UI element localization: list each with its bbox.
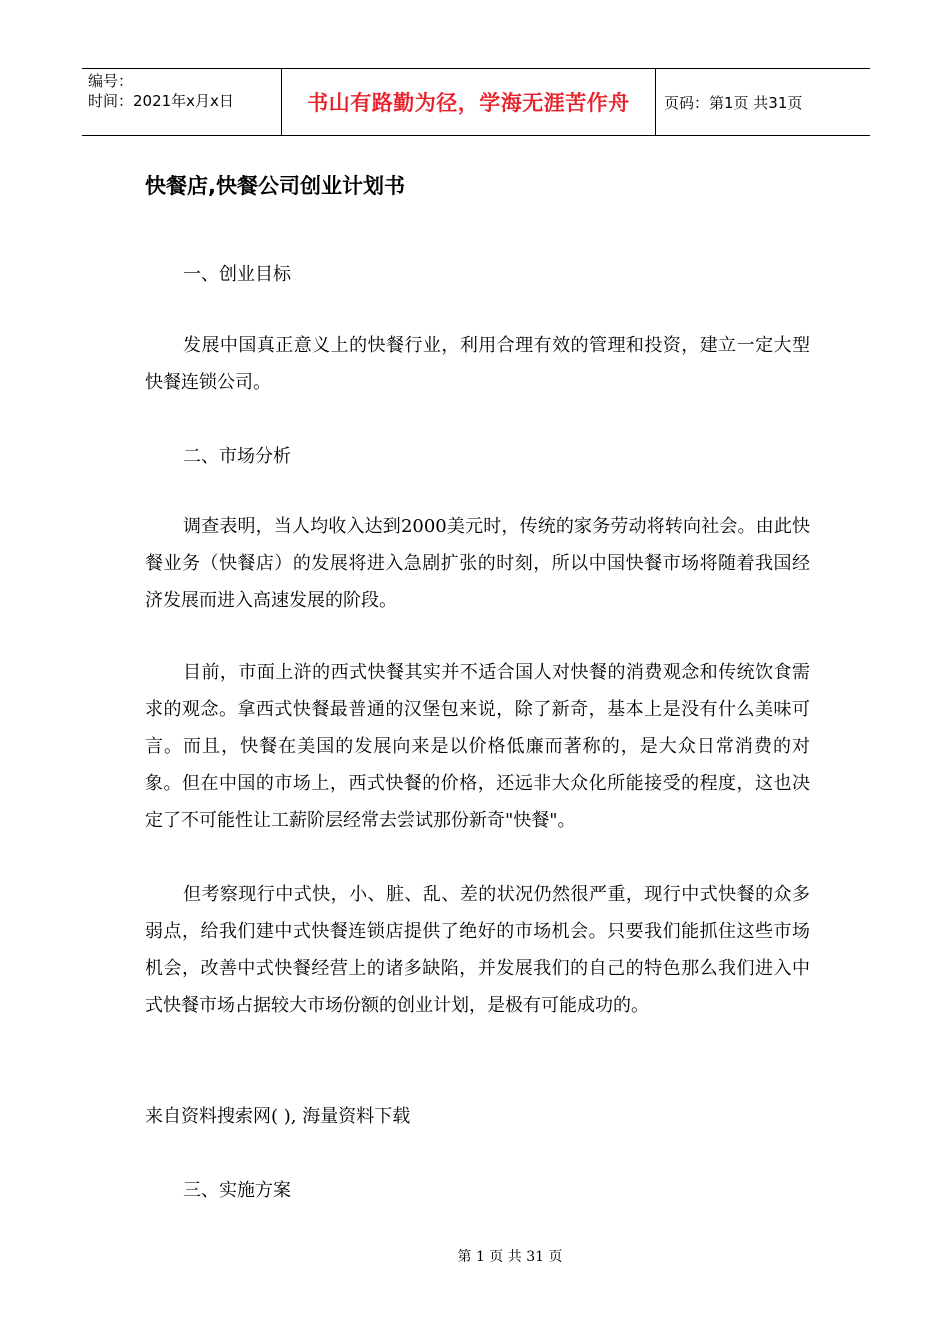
section-heading-market: 二、市场分析 <box>183 446 291 467</box>
header-page-info: 页码：第1页 共31页 <box>664 93 803 112</box>
document-title: 快餐店,快餐公司创业计划书 <box>145 174 405 198</box>
source-note: 来自资料搜索网( ), 海量资料下载 <box>145 1106 411 1127</box>
document-number-label: 编号： <box>88 72 134 90</box>
paragraph-goal: 发展中国真正意义上的快餐行业，利用合理有效的管理和投资，建立一定大型快餐连锁公司。 <box>145 335 810 393</box>
page-footer: 第 1 页 共 31 页 <box>457 1249 563 1265</box>
paragraph-chinese-fastfood: 但考察现行中式快，小、脏、乱、差的状况仍然很严重，现行中式快餐的众多弱点，给我们建中式快餐连锁店提供了绝好的市场机会。只要我们能抓住这些市场机会，改善中式快餐经营上的诸多缺陷，并发展我们的自己的特色那么我们进入中式快餐市场占据较大市场份额的创业计划，是极有可能成功的。 <box>145 884 810 1016</box>
section-heading-goal: 一、创业目标 <box>183 264 291 285</box>
paragraph-western-fastfood: 目前，市面上浒的西式快餐其实并不适合国人对快餐的消费观念和传统饮食需求的观念。拿西式快餐最普通的汉堡包来说，除了新奇，基本上是没有什么美味可言。而且，快餐在美国的发展向来是以价格低廉而著称的，是大众日常消费的对象。但在中国的市场上，西式快餐的价格，还远非大众化所能接受的程度，这也决定了不可能性让工薪阶层经常去尝试那份新奇"快餐"。 <box>145 662 810 831</box>
header-meta <box>82 69 282 135</box>
section-heading-plan: 三、实施方案 <box>183 1180 291 1201</box>
document-date: 时间：2021年x月x日 <box>88 92 234 110</box>
header-motto: 书山有路勤为径，学海无涯苦作舟 <box>282 69 656 135</box>
paragraph-market-survey: 调查表明，当人均收入达到2000美元时，传统的家务劳动将转向社会。由此快餐业务（快餐店）的发展将进入急剧扩张的时刻，所以中国快餐市场将随着我国经济发展而进入高速发展的阶段。 <box>145 516 810 611</box>
page-header <box>82 68 870 136</box>
